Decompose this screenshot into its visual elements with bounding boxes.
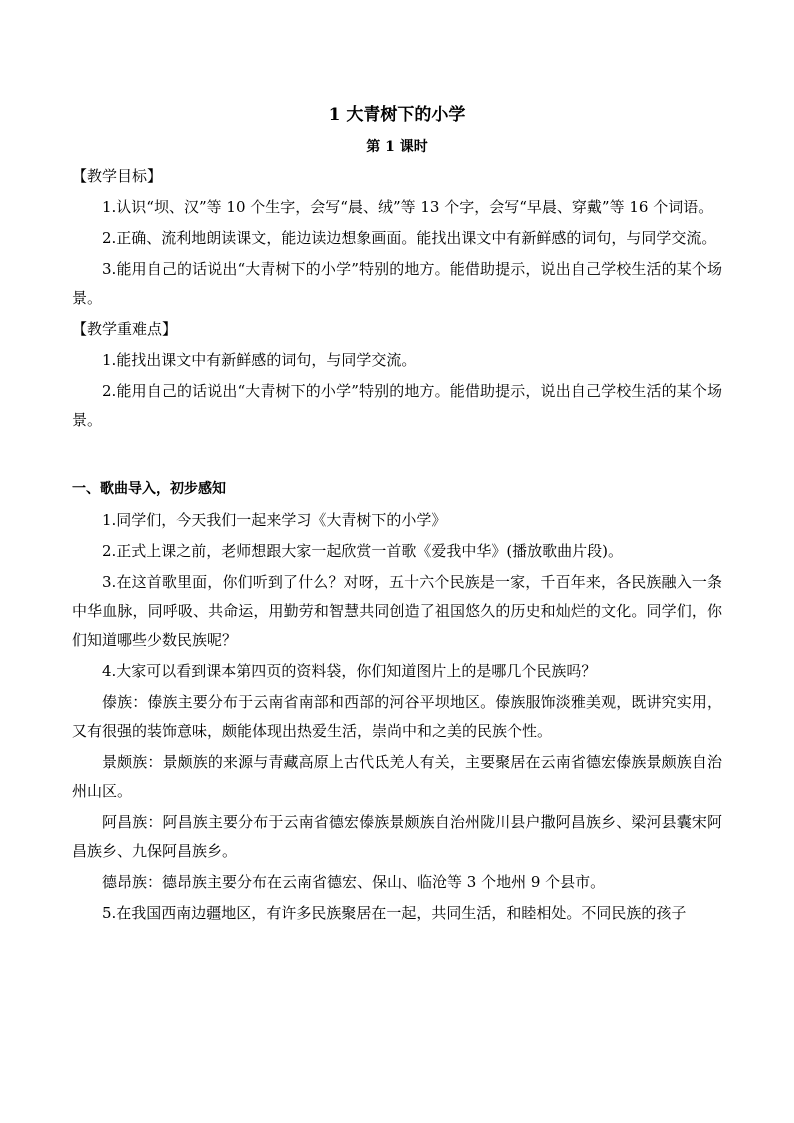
- part1-paragraph: 4.大家可以看到课本第四页的资料袋，你们知道图片上的是哪几个民族吗？: [102, 662, 597, 680]
- part1-paragraph: 景颇族：景颇族的来源与青藏高原上古代氐羌人有关，主要聚居在云南省德宏傣族景颇族自治州山区。: [72, 753, 722, 800]
- keypoints-heading: 【教学重难点】: [72, 320, 178, 338]
- document-body: [72, 100, 722, 930]
- objective-item: 2.正确、流利地朗读课文，能边读边想象画面。能找出课文中有新鲜感的词句，与同学交流。: [102, 229, 717, 247]
- part1-paragraph: 德昂族：德昂族主要分布在云南省德宏、保山、临沧等 3 个地州 9 个县市。: [102, 873, 606, 891]
- objective-item: 3.能用自己的话说出“大青树下的小学”特别的地方。能借助提示，说出自己学校生活的某个场景。: [72, 260, 722, 307]
- objectives-heading: 【教学目标】: [72, 167, 163, 185]
- part1-paragraph: 1.同学们，今天我们一起来学习《大青树下的小学》: [102, 511, 447, 529]
- part1-paragraph: 傣族：傣族主要分布于云南省南部和西部的河谷平坝地区。傣族服饰淡雅美观，既讲究实用，又有很强的装饰意味，颇能体现出热爱生活，崇尚中和之美的民族个性。: [72, 693, 722, 740]
- lesson-subtitle: 第 1 课时: [366, 139, 428, 155]
- part1-paragraph: 5.在我国西南边疆地区，有许多民族聚居在一起，共同生活，和睦相处。不同民族的孩子: [102, 904, 687, 922]
- keypoint-item: 2.能用自己的话说出“大青树下的小学”特别的地方。能借助提示，说出自己学校生活的某个场景。: [72, 382, 722, 429]
- part1-heading: 一、歌曲导入，初步感知: [72, 481, 226, 497]
- keypoint-item: 1.能找出课文中有新鲜感的词句，与同学交流。: [102, 351, 417, 369]
- lesson-title: 1 大青树下的小学: [328, 105, 466, 125]
- objective-item: 1.认识“坝、汉”等 10 个生字，会写“晨、绒”等 13 个字，会写“早晨、穿戴”等 16 个词语。: [102, 198, 714, 216]
- part1-paragraph: 3.在这首歌里面，你们听到了什么？对呀，五十六个民族是一家，千百年来，各民族融入一条中华血脉，同呼吸、共命运，用勤劳和智慧共同创造了祖国悠久的历史和灿烂的文化。同学们，你们知道哪些少数民族呢？: [72, 573, 722, 649]
- part1-paragraph: 2.正式上课之前，老师想跟大家一起欣赏一首歌《爱我中华》(播放歌曲片段)。: [102, 542, 624, 560]
- part1-paragraph: 阿昌族：阿昌族主要分布于云南省德宏傣族景颇族自治州陇川县户撒阿昌族乡、梁河县囊宋阿昌族乡、九保阿昌族乡。: [72, 813, 722, 860]
